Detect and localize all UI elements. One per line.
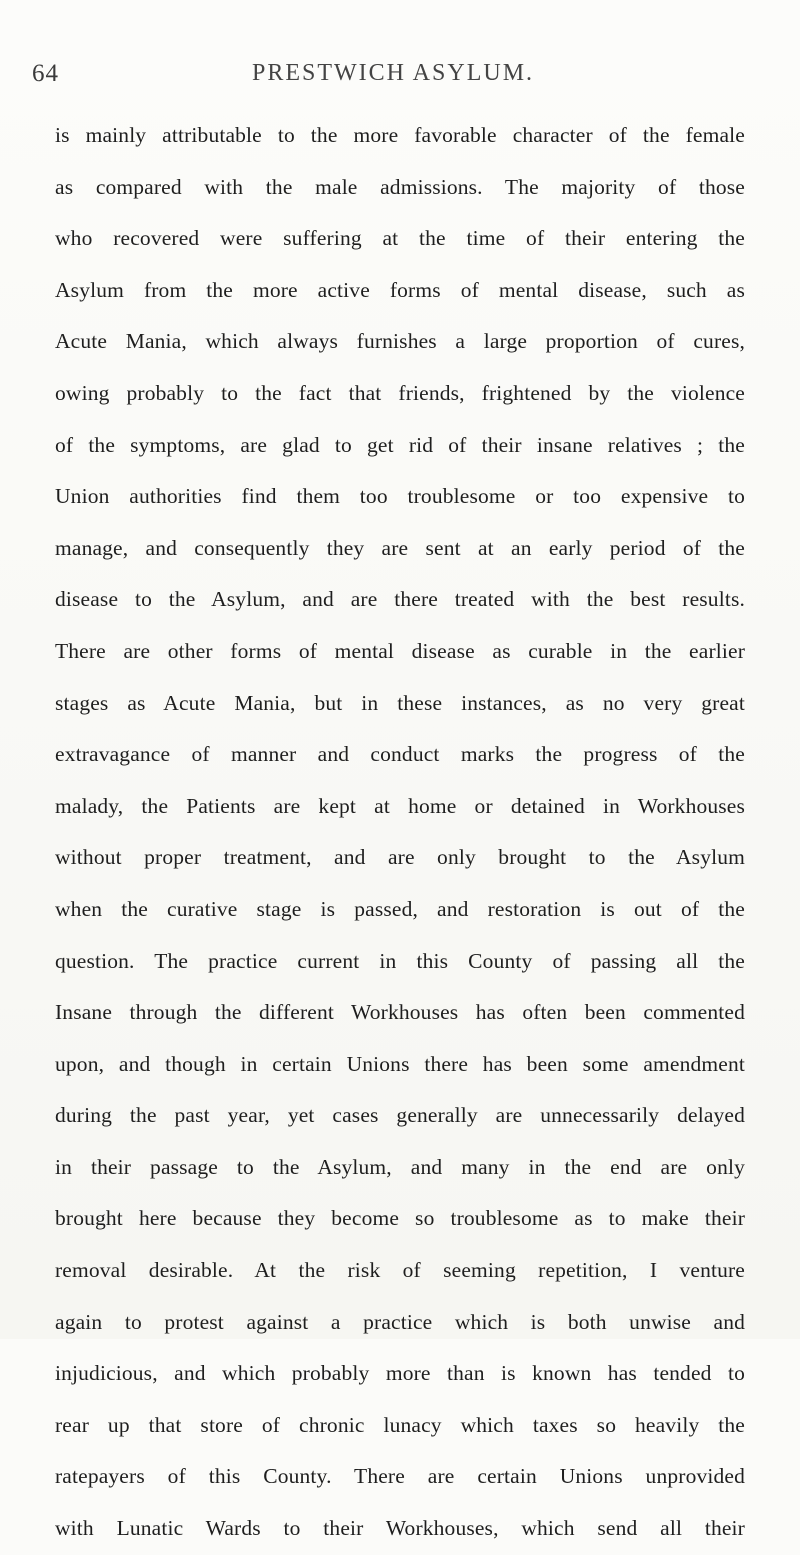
text-line: without proper treatment, and are only brought to the Asylum	[55, 845, 745, 870]
text-line: is mainly attributable to the more favorable character of the female	[55, 123, 745, 147]
text-line: brought here because they become so troublesome as to make their	[55, 1206, 745, 1231]
text-line: disease to the Asylum, and are there treated with the best results.	[55, 587, 745, 612]
text-line: extravagance of manner and conduct marks the progress of the	[55, 742, 745, 767]
text-line: rear up that store of chronic lunacy which taxes so heavily the	[55, 1412, 745, 1437]
text-line: who recovered were suffering at the time of their entering the	[55, 226, 745, 251]
text-line: upon, and though in certain Unions there has been some amendment	[55, 1051, 745, 1076]
page-header	[32, 60, 732, 96]
text-line: with Lunatic Wards to their Workhouses, which send all their	[55, 1516, 745, 1541]
text-line: injudicious, and which probably more than is known has tended to	[55, 1361, 745, 1386]
text-line: in their passage to the Asylum, and many in the end are only	[55, 1154, 745, 1179]
text-line: again to protest against a practice which is both unwise and	[55, 1309, 745, 1334]
text-line: manage, and consequently they are sent at an early period of the	[55, 535, 745, 560]
text-line: malady, the Patients are kept at home or detained in Workhouses	[55, 793, 745, 818]
text-line: removal desirable. At the risk of seeming repetition, I venture	[55, 1258, 745, 1283]
text-line: question. The practice current in this County of passing all the	[55, 948, 745, 973]
text-line: stages as Acute Mania, but in these instances, as no very great	[55, 690, 745, 715]
text-line: Acute Mania, which always furnishes a large proportion of cures,	[55, 329, 745, 354]
text-line: of the symptoms, are glad to get rid of their insane relatives ; the	[55, 432, 745, 457]
body-text	[55, 110, 745, 1555]
text-line: There are other forms of mental disease as curable in the earlier	[55, 638, 745, 663]
text-line: as compared with the male admissions. The majority of those	[55, 174, 745, 199]
running-head: PRESTWICH ASYLUM.	[252, 60, 535, 86]
text-line: ratepayers of this County. There are certain Unions unprovided	[55, 1464, 745, 1489]
text-line: during the past year, yet cases generally are unnecessarily delayed	[55, 1103, 745, 1128]
page-number: 64	[32, 60, 59, 87]
text-line: Asylum from the more active forms of mental disease, such as	[55, 277, 745, 302]
text-line: when the curative stage is passed, and restoration is out of the	[55, 896, 745, 921]
text-line: Insane through the different Workhouses has often been commented	[55, 1000, 745, 1025]
text-line: Union authorities find them too troublesome or too expensive to	[55, 484, 745, 509]
text-line: owing probably to the fact that friends, frightened by the violence	[55, 380, 745, 405]
